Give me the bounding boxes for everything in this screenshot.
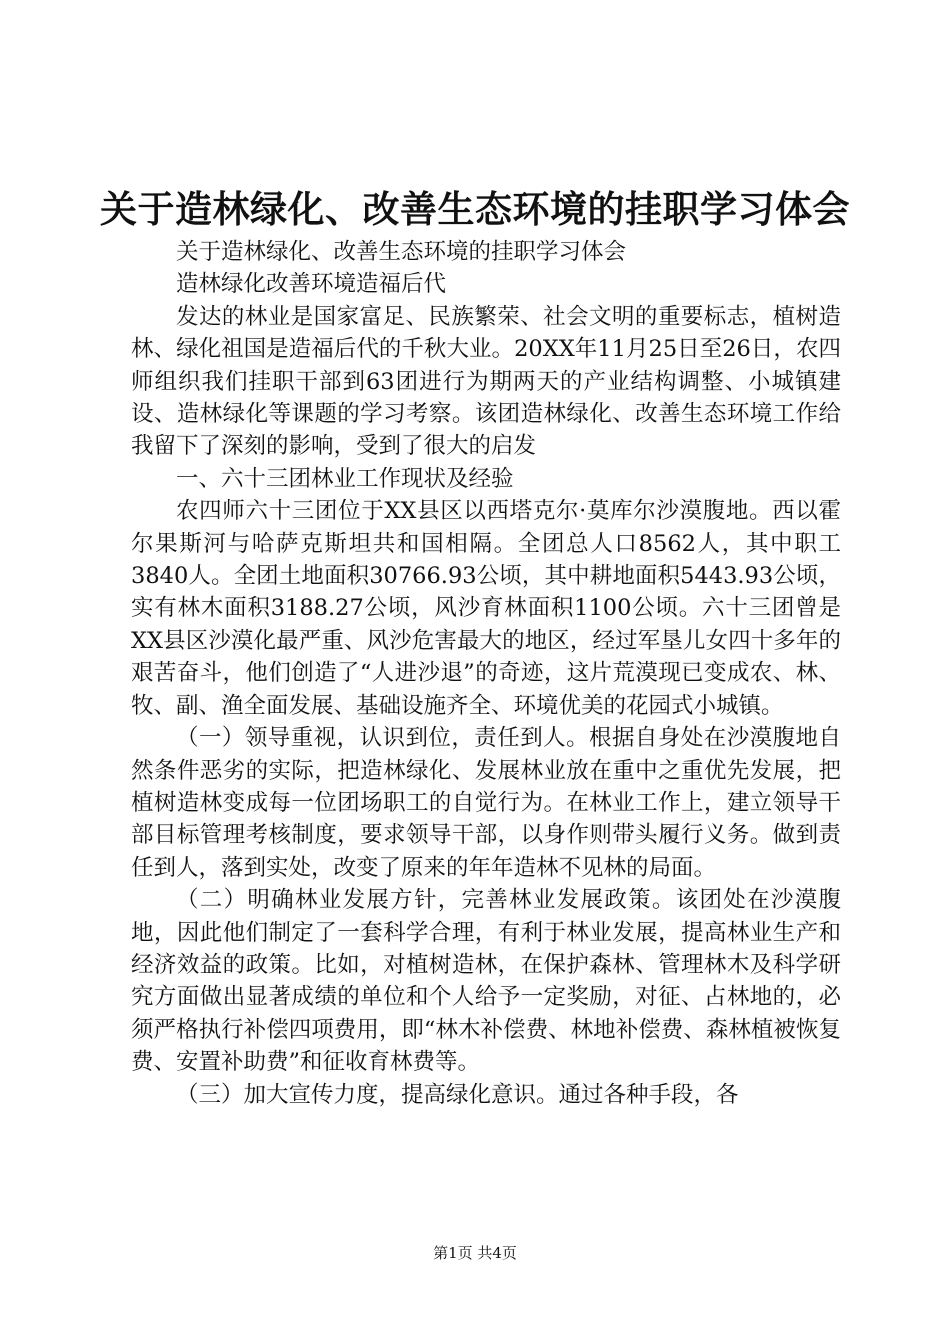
- paragraph-point-3: （三）加大宣传力度，提高绿化意识。通过各种手段，各: [176, 1081, 739, 1108]
- section-heading: 一、六十三团林业工作现状及经验: [176, 465, 514, 492]
- paragraph-theme: 造林绿化改善环境造福后代: [176, 271, 447, 298]
- document-title: 关于造林绿化、改善生态环境的挂职学习体会: [100, 188, 850, 231]
- paragraph-point-1: （一）领导重视，认识到位，责任到人。根据自身处在沙漠腹地自然条件恶劣的实际，把造林绿化、发展林业放在重中之重优先发展，把植树造林变成每一位团场职工的自觉行为。在林业工作上，建立领导干部目标管理考核制度，要求领导干部，以身作则带头履行义务。做到责任到人，落到实处，改变了原来的年年造林不见林的局面。: [131, 725, 841, 881]
- paragraph-overview: 农四师六十三团位于XX县区以西塔克尔·莫库尔沙漠腹地。西以霍尔果斯河与哈萨克斯坦共和国相隔。全团总人口8562人，其中职工3840人。全团土地面积30766.93公顷，其中耕地面积5443.93公顷，实有林木面积3188.27公顷，风沙育林面积1100公顷。六十三团曾是XX县区沙漠化最严重、风沙危害最大的地区，经过军垦儿女四十多年的艰苦奋斗，他们创造了“人进沙退”的奇迹，这片荒漠现已变成农、林、牧、副、渔全面发展、基础设施齐全、环境优美的花园式小城镇。: [131, 498, 841, 719]
- page-footer: 第1页 共4页: [433, 1244, 517, 1262]
- paragraph-intro: 发达的林业是国家富足、民族繁荣、社会文明的重要标志，植树造林、绿化祖国是造福后代的千秋大业。20XX年11月25日至26日，农四师组织我们挂职干部到63团进行为期两天的产业结构调整、小城镇建设、造林绿化等课题的学习考察。该团造林绿化、改善生态环境工作给我留下了深刻的影响，受到了很大的启发: [131, 303, 841, 460]
- document-body: [131, 236, 841, 1111]
- paragraph-subtitle: 关于造林绿化、改善生态环境的挂职学习体会: [176, 239, 627, 265]
- paragraph-point-2: （二）明确林业发展方针，完善林业发展政策。该团处在沙漠腹地，因此他们制定了一套科学合理，有利于林业发展，提高林业生产和经济效益的政策。比如，对植树造林，在保护森林、管理林木及科学研究方面做出显著成绩的单位和个人给予一定奖励，对征、占林地的，必须严格执行补偿四项费用，即“林木补偿费、林地补偿费、森林植被恢复费、安置补助费”和征收育林费等。: [131, 887, 841, 1076]
